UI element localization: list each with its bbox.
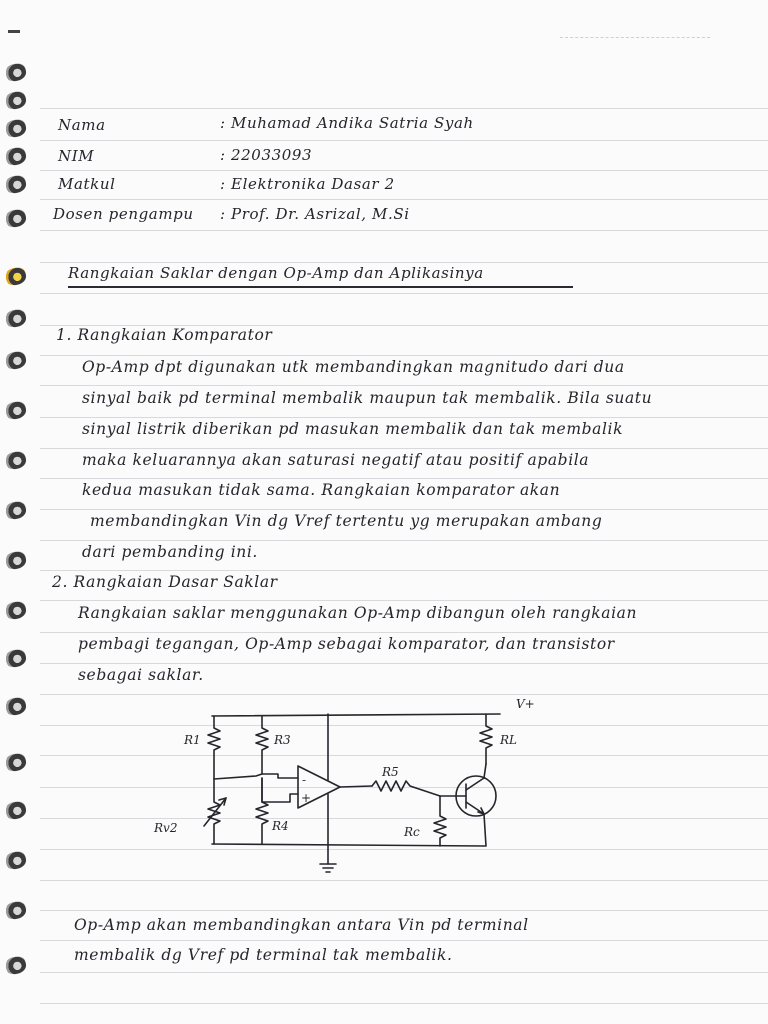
label-minus: - (302, 773, 307, 787)
title-underline (68, 286, 573, 288)
bottom-rail-wire (212, 844, 485, 846)
rv2-potentiometer (208, 779, 220, 844)
inverting-input-wire (262, 774, 298, 778)
label-r5: R5 (382, 765, 399, 779)
r5-resistor (372, 781, 440, 796)
label-rv2: Rv2 (154, 821, 178, 835)
paragraph-line: pembagi tegangan, Op-Amp sebagai komparator, dan transistor (78, 635, 615, 653)
matkul-label: Matkul (58, 175, 116, 193)
label-r3: R3 (274, 733, 291, 747)
paragraph-line: dari pembanding ini. (82, 543, 258, 561)
rc-resistor (434, 796, 446, 846)
op-amp-output-wire (340, 786, 372, 787)
paragraph-line: membalik dg Vref pd terminal tak membalik. (74, 946, 453, 964)
paragraph-line: Rangkaian saklar menggunakan Op-Amp dibangun oleh rangkaian (78, 604, 638, 622)
r1-resistor (208, 716, 220, 779)
paragraph-line: sinyal listrik diberikan pd masukan membalik dan tak membalik (82, 420, 624, 438)
corner-mark (8, 30, 20, 33)
paragraph-line: sinyal baik pd terminal membalik maupun tak membalik. Bila suatu (82, 389, 653, 407)
paragraph-line: membandingkan Vin dg Vref tertentu yg merupakan ambang (90, 512, 603, 530)
paragraph-line: kedua masukan tidak sama. Rangkaian komparator akan (82, 481, 561, 499)
dosen-label: Dosen pengampu (53, 205, 194, 223)
matkul-value: : Elektronika Dasar 2 (220, 175, 395, 193)
label-rc: Rc (404, 825, 420, 839)
nim-label: NIM (58, 147, 95, 165)
section-heading: 1. Rangkaian Komparator (56, 326, 273, 344)
top-rail-wire (212, 714, 500, 716)
transistor-emitter-lead (466, 802, 486, 846)
nama-label: Nama (58, 116, 106, 134)
nama-value: : Muhamad Andika Satria Syah (220, 114, 474, 132)
faint-pencil-mark (560, 37, 710, 39)
paragraph-line: sebagai saklar. (78, 666, 204, 684)
label-r1: R1 (184, 733, 201, 747)
label-r4: R4 (272, 819, 289, 833)
label-rl: RL (500, 733, 518, 747)
switch-circuit-diagram (150, 694, 550, 894)
label-plus: + (301, 791, 312, 805)
r3-resistor (256, 716, 268, 774)
paragraph-line: Op-Amp akan membandingkan antara Vin pd terminal (74, 916, 529, 934)
noninverting-input-wire (262, 794, 298, 802)
divider-link-wire (214, 774, 262, 779)
paragraph-line: maka keluarannya akan saturasi negatif atau positif apabila (82, 451, 590, 469)
section-heading: 2. Rangkaian Dasar Saklar (52, 573, 278, 591)
ground-symbol (320, 864, 336, 872)
paragraph-line: Op-Amp dpt digunakan utk membandingkan magnitudo dari dua (82, 358, 625, 376)
label-vplus: V+ (516, 697, 535, 711)
rl-resistor (480, 714, 492, 764)
dosen-value: : Prof. Dr. Asrizal, M.Si (220, 205, 410, 223)
page-title: Rangkaian Saklar dengan Op-Amp dan Aplikasinya (68, 264, 484, 282)
nim-value: : 22033093 (220, 146, 313, 164)
